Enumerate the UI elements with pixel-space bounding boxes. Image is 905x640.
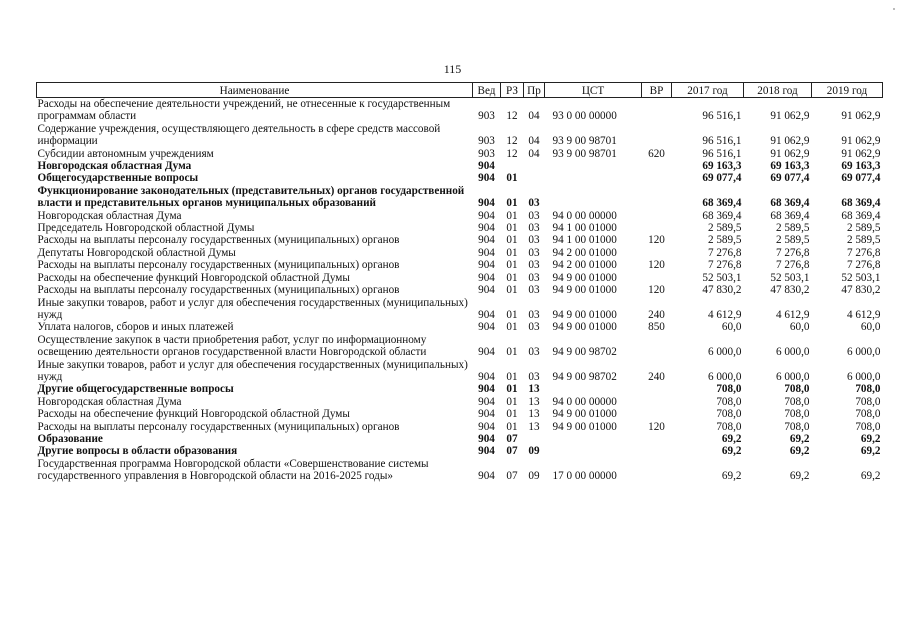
- cell-y2017: 69,2: [721, 470, 742, 483]
- cell-vr: 120: [648, 284, 665, 297]
- cell-y2018: 6 000,0: [775, 346, 810, 359]
- cell-name: Расходы на выплаты персоналу государственных (муниципальных) органов: [37, 420, 400, 433]
- cell-vr: [642, 123, 672, 148]
- table-row: [37, 359, 883, 384]
- cell-ved: 904: [478, 308, 495, 321]
- cell-y2017: 708,0: [716, 420, 742, 433]
- cell-pr: 04: [528, 147, 540, 160]
- cell-ved: 904: [478, 284, 495, 297]
- cell-rz: 01: [506, 209, 518, 222]
- cell-pr: 03: [528, 370, 540, 383]
- table-row: [37, 185, 883, 210]
- page-number: 115: [443, 62, 462, 76]
- cell-ved: 904: [478, 160, 495, 173]
- header-2017: 2017 год: [672, 83, 744, 98]
- cell-rz: 01: [506, 395, 518, 408]
- cell-name: Иные закупки товаров, работ и услуг для обеспечения государственных (муниципальных) нужд: [37, 358, 468, 383]
- cell-vr: [642, 272, 672, 284]
- cell-name: Расходы на выплаты персоналу государственных (муниципальных) органов: [37, 284, 400, 297]
- cell-y2018: 4 612,9: [775, 308, 810, 321]
- cell-y2019: 2 589,5: [846, 234, 881, 247]
- cell-pr: 03: [528, 246, 540, 259]
- cell-y2019: 708,0: [855, 395, 881, 408]
- table-row: [37, 148, 883, 160]
- cell-y2019: 69 077,4: [841, 172, 881, 185]
- cell-y2019: 6 000,0: [846, 346, 881, 359]
- cell-pr: 09: [528, 470, 540, 483]
- budget-table: [36, 82, 883, 483]
- cell-name: Государственная программа Новгородской области «Совершенствование системы государственного управления в Новгородской области на 2016-2025 годы»: [37, 457, 429, 483]
- cell-ved: 904: [478, 420, 495, 433]
- cell-vr: [642, 160, 672, 172]
- cell-ved: 904: [478, 445, 495, 458]
- cell-rz: 01: [506, 383, 518, 396]
- cell-name: Расходы на обеспечение функций Новгородской областной Думы: [37, 408, 350, 421]
- cell-rz: 01: [506, 321, 518, 334]
- cell-cst: 94 9 00 01000: [552, 321, 617, 334]
- cell-y2018: 69,2: [789, 445, 810, 458]
- cell-pr: [524, 433, 545, 445]
- cell-y2018: 708,0: [784, 395, 810, 408]
- cell-pr: 04: [528, 135, 540, 148]
- cell-name: Иные закупки товаров, работ и услуг для обеспечения государственных (муниципальных) нужд: [37, 296, 468, 321]
- cell-y2018: 91 062,9: [770, 135, 810, 148]
- cell-cst: [545, 160, 642, 172]
- cell-rz: 01: [506, 408, 518, 421]
- cell-y2019: 7 276,8: [846, 246, 881, 259]
- cell-rz: 01: [506, 284, 518, 297]
- cell-pr: 03: [528, 197, 540, 210]
- cell-y2019: 708,0: [855, 383, 881, 396]
- cell-cst: 93 0 00 00000: [552, 110, 617, 123]
- cell-ved: 904: [478, 222, 495, 235]
- cell-cst: [545, 445, 642, 457]
- table-row: [37, 259, 883, 271]
- cell-rz: 12: [506, 135, 518, 148]
- cell-y2017: 2 589,5: [707, 222, 742, 235]
- cell-y2019: 69,2: [860, 470, 881, 483]
- cell-vr: [642, 210, 672, 222]
- table-row: [37, 383, 883, 395]
- cell-rz: [501, 160, 524, 172]
- cell-y2018: 708,0: [784, 420, 810, 433]
- cell-y2019: 52 503,1: [841, 271, 881, 284]
- cell-y2019: 69,2: [860, 445, 881, 458]
- cell-rz: 01: [506, 308, 518, 321]
- cell-ved: 903: [478, 135, 495, 148]
- header-pr: Пр: [524, 83, 545, 98]
- cell-y2017: 708,0: [716, 395, 742, 408]
- cell-y2018: 708,0: [784, 408, 810, 421]
- cell-name: Общегосударственные вопросы: [37, 172, 199, 185]
- cell-ved: 904: [478, 432, 495, 445]
- cell-y2019: 7 276,8: [846, 259, 881, 272]
- cell-cst: 94 0 00 00000: [552, 395, 617, 408]
- cell-y2017: 708,0: [716, 408, 742, 421]
- cell-rz: 01: [506, 370, 518, 383]
- cell-ved: 904: [478, 370, 495, 383]
- cell-vr: 240: [648, 308, 665, 321]
- cell-y2017: 96 516,1: [702, 110, 742, 123]
- cell-cst: [545, 185, 642, 210]
- cell-cst: 94 2 00 01000: [552, 259, 617, 272]
- cell-rz: 01: [506, 420, 518, 433]
- cell-y2017: 708,0: [716, 383, 742, 396]
- cell-vr: [642, 458, 672, 483]
- cell-y2018: 69 077,4: [770, 172, 810, 185]
- cell-cst: 17 0 00 00000: [552, 470, 617, 483]
- header-name: Наименование: [37, 83, 473, 98]
- cell-rz: 01: [506, 197, 518, 210]
- cell-cst: 94 9 00 01000: [552, 271, 617, 284]
- cell-ved: 904: [478, 408, 495, 421]
- cell-name: Новгородская областная Дума: [37, 395, 182, 408]
- cell-pr: 03: [528, 209, 540, 222]
- table-row: [37, 272, 883, 284]
- cell-y2018: 68 369,4: [770, 197, 810, 210]
- cell-ved: 904: [478, 259, 495, 272]
- header-ved: Вед: [473, 83, 501, 98]
- cell-vr: [642, 247, 672, 259]
- cell-pr: 03: [528, 346, 540, 359]
- header-rz: РЗ: [501, 83, 524, 98]
- cell-ved: 903: [478, 147, 495, 160]
- table-row: [37, 396, 883, 408]
- table-row: [37, 433, 883, 445]
- cell-vr: [642, 172, 672, 184]
- cell-ved: 904: [478, 395, 495, 408]
- cell-vr: [642, 98, 672, 123]
- cell-rz: 12: [506, 147, 518, 160]
- cell-cst: 94 0 00 00000: [552, 209, 617, 222]
- cell-cst: 94 9 00 01000: [552, 308, 617, 321]
- cell-rz: 07: [506, 432, 518, 445]
- cell-cst: 94 9 00 01000: [552, 420, 617, 433]
- cell-name: Расходы на обеспечение деятельности учреждений, не отнесенные к государственным программам области: [37, 98, 451, 123]
- cell-vr: 120: [648, 234, 665, 247]
- cell-pr: 13: [528, 395, 540, 408]
- cell-y2018: 68 369,4: [770, 209, 810, 222]
- cell-vr: 120: [648, 420, 665, 433]
- cell-y2018: 2 589,5: [775, 234, 810, 247]
- cell-rz: 01: [506, 222, 518, 235]
- cell-cst: 94 9 00 01000: [552, 284, 617, 297]
- cell-name: Расходы на выплаты персоналу государственных (муниципальных) органов: [37, 259, 400, 272]
- cell-cst: 94 9 00 98702: [552, 370, 617, 383]
- cell-y2019: 68 369,4: [841, 197, 881, 210]
- cell-y2019: 91 062,9: [841, 110, 881, 123]
- cell-name: Новгородская областная Дума: [37, 160, 192, 173]
- cell-y2018: 91 062,9: [770, 110, 810, 123]
- cell-y2017: 6 000,0: [707, 346, 742, 359]
- cell-vr: [642, 396, 672, 408]
- cell-y2018: 6 000,0: [775, 370, 810, 383]
- cell-rz: 07: [506, 470, 518, 483]
- cell-name: Новгородская областная Дума: [37, 209, 182, 222]
- table-row: [37, 421, 883, 433]
- cell-name: Осуществление закупок в части приобретения работ, услуг по информационному освещению деятельности органов государственной власти Новгородской области: [37, 333, 427, 359]
- table-row: [37, 210, 883, 222]
- cell-cst: [545, 383, 642, 395]
- cell-name: Расходы на обеспечение функций Новгородской областной Думы: [37, 271, 350, 284]
- cell-vr: 850: [648, 321, 665, 334]
- cell-cst: [545, 172, 642, 184]
- cell-pr: 09: [528, 445, 540, 458]
- table-row: [37, 321, 883, 333]
- cell-vr: [642, 222, 672, 234]
- cell-name: Функционирование законодательных (представительных) органов государственной власти и представительных органов муниципальных образований: [37, 184, 465, 210]
- cell-pr: 03: [528, 222, 540, 235]
- cell-y2017: 69 077,4: [702, 172, 742, 185]
- cell-y2018: 2 589,5: [775, 222, 810, 235]
- cell-ved: 904: [478, 383, 495, 396]
- cell-y2017: 6 000,0: [707, 370, 742, 383]
- table-row: [37, 458, 883, 483]
- cell-vr: 240: [648, 370, 665, 383]
- cell-ved: 903: [478, 110, 495, 123]
- cell-cst: 94 9 00 01000: [552, 408, 617, 421]
- cell-y2018: 60,0: [789, 321, 810, 334]
- cell-name: Председатель Новгородской областной Думы: [37, 222, 255, 235]
- table-row: [37, 408, 883, 420]
- table-row: [37, 98, 883, 123]
- table-row: [37, 284, 883, 296]
- cell-y2017: 47 830,2: [702, 284, 742, 297]
- cell-pr: 03: [528, 271, 540, 284]
- cell-vr: [642, 185, 672, 210]
- cell-y2018: 52 503,1: [770, 271, 810, 284]
- header-2018: 2018 год: [744, 83, 812, 98]
- cell-vr: [642, 433, 672, 445]
- cell-rz: 01: [506, 172, 518, 185]
- cell-ved: 904: [478, 209, 495, 222]
- cell-y2017: 69,2: [721, 432, 742, 445]
- cell-vr: [642, 445, 672, 457]
- cell-pr: 03: [528, 321, 540, 334]
- cell-y2019: 69 163,3: [841, 160, 881, 173]
- cell-cst: 94 1 00 01000: [552, 234, 617, 247]
- cell-cst: 94 1 00 01000: [552, 222, 617, 235]
- header-2019: 2019 год: [812, 83, 883, 98]
- cell-vr: [642, 408, 672, 420]
- cell-y2019: 6 000,0: [846, 370, 881, 383]
- cell-y2018: 47 830,2: [770, 284, 810, 297]
- cell-name: Уплата налогов, сборов и иных платежей: [37, 321, 234, 334]
- cell-name: Другие общегосударственные вопросы: [37, 383, 234, 396]
- cell-y2019: 708,0: [855, 420, 881, 433]
- table-row: [37, 334, 883, 359]
- cell-y2017: 68 369,4: [702, 197, 742, 210]
- cell-cst: 94 2 00 01000: [552, 246, 617, 259]
- cell-y2019: 69,2: [860, 432, 881, 445]
- cell-name: Расходы на выплаты персоналу государственных (муниципальных) органов: [37, 234, 400, 247]
- cell-ved: 904: [478, 197, 495, 210]
- cell-y2018: 7 276,8: [775, 246, 810, 259]
- cell-y2017: 7 276,8: [707, 246, 742, 259]
- header-vr: ВР: [642, 83, 672, 98]
- cell-name: Другие вопросы в области образования: [37, 445, 238, 458]
- cell-rz: 01: [506, 271, 518, 284]
- table-row: [37, 297, 883, 322]
- cell-y2018: 69 163,3: [770, 160, 810, 173]
- cell-vr: 620: [648, 147, 665, 160]
- cell-pr: 13: [528, 383, 540, 396]
- table-header-row: [37, 83, 883, 98]
- table-row: [37, 160, 883, 172]
- cell-y2019: 91 062,9: [841, 147, 881, 160]
- cell-pr: [524, 172, 545, 184]
- cell-pr: 13: [528, 420, 540, 433]
- cell-y2017: 69,2: [721, 445, 742, 458]
- cell-y2017: 96 516,1: [702, 135, 742, 148]
- cell-cst: [545, 433, 642, 445]
- cell-y2017: 96 516,1: [702, 147, 742, 160]
- cell-pr: 04: [528, 110, 540, 123]
- cell-ved: 904: [478, 346, 495, 359]
- cell-pr: [524, 160, 545, 172]
- cell-y2017: 4 612,9: [707, 308, 742, 321]
- cell-y2017: 60,0: [721, 321, 742, 334]
- table-row: [37, 234, 883, 246]
- cell-y2018: 91 062,9: [770, 147, 810, 160]
- cell-y2019: 2 589,5: [846, 222, 881, 235]
- cell-y2019: 91 062,9: [841, 135, 881, 148]
- cell-cst: 94 9 00 98702: [552, 346, 617, 359]
- cell-ved: 904: [478, 246, 495, 259]
- cell-cst: 93 9 00 98701: [552, 135, 617, 148]
- cell-y2019: 47 830,2: [841, 284, 881, 297]
- cell-vr: [642, 334, 672, 359]
- cell-y2017: 69 163,3: [702, 160, 742, 173]
- cell-name: Депутаты Новгородской областной Думы: [37, 246, 236, 259]
- cell-ved: 904: [478, 470, 495, 483]
- cell-y2017: 2 589,5: [707, 234, 742, 247]
- cell-vr: [642, 383, 672, 395]
- cell-ved: 904: [478, 172, 495, 185]
- cell-pr: 03: [528, 259, 540, 272]
- cell-y2018: 69,2: [789, 470, 810, 483]
- cell-ved: 904: [478, 234, 495, 247]
- cell-y2018: 708,0: [784, 383, 810, 396]
- cell-ved: 904: [478, 271, 495, 284]
- cell-y2017: 52 503,1: [702, 271, 742, 284]
- cell-rz: 01: [506, 234, 518, 247]
- table-row: [37, 445, 883, 457]
- cell-name: Образование: [37, 432, 103, 445]
- cell-y2019: 708,0: [855, 408, 881, 421]
- cell-name: Субсидии автономным учреждениям: [37, 147, 214, 160]
- scan-speck: [893, 8, 895, 10]
- cell-pr: 03: [528, 234, 540, 247]
- table-row: [37, 222, 883, 234]
- cell-rz: 01: [506, 346, 518, 359]
- cell-y2018: 69,2: [789, 432, 810, 445]
- cell-ved: 904: [478, 321, 495, 334]
- cell-y2018: 7 276,8: [775, 259, 810, 272]
- cell-rz: 12: [506, 110, 518, 123]
- cell-y2019: 60,0: [860, 321, 881, 334]
- cell-rz: 01: [506, 246, 518, 259]
- table-row: [37, 123, 883, 148]
- cell-y2017: 7 276,8: [707, 259, 742, 272]
- cell-pr: 03: [528, 284, 540, 297]
- cell-cst: 93 9 00 98701: [552, 147, 617, 160]
- table-body: [37, 98, 883, 483]
- table-row: [37, 247, 883, 259]
- cell-vr: 120: [648, 259, 665, 272]
- cell-pr: 13: [528, 408, 540, 421]
- cell-y2019: 68 369,4: [841, 209, 881, 222]
- cell-name: Содержание учреждения, осуществляющего деятельность в сфере средств массовой информации: [37, 122, 441, 148]
- cell-pr: 03: [528, 308, 540, 321]
- cell-rz: 07: [506, 445, 518, 458]
- table-row: [37, 172, 883, 184]
- header-cst: ЦСТ: [545, 83, 642, 98]
- cell-y2017: 68 369,4: [702, 209, 742, 222]
- cell-y2019: 4 612,9: [846, 308, 881, 321]
- cell-rz: 01: [506, 259, 518, 272]
